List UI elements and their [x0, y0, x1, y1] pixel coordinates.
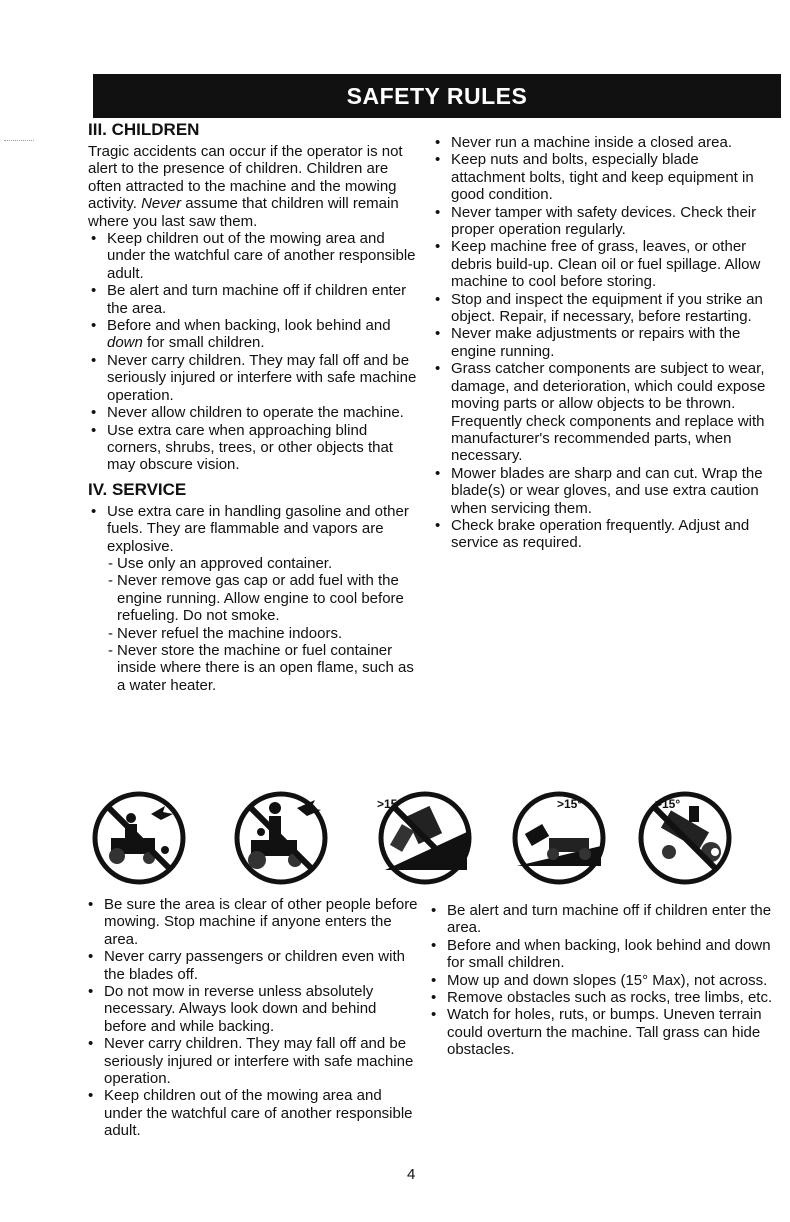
list-item: • Be alert and turn machine off if children enter the area. — [428, 902, 776, 937]
bottom-left-column — [85, 896, 420, 1140]
safety-rules-banner — [93, 74, 781, 118]
service-heading: IV. SERVICE — [88, 479, 187, 499]
bottom-right-column — [428, 902, 776, 1059]
mow-up-down-slope-icon — [505, 786, 613, 886]
service-bullets — [88, 503, 423, 694]
list-item: • Keep children out of the mowing area and under the watchful care of another responsible adult. — [85, 1087, 420, 1139]
list-item: • Never run a machine inside a closed area. — [432, 134, 777, 151]
list-item: • Before and when backing, look behind and down for small children. — [428, 937, 776, 972]
no-slope-across-icon — [371, 786, 479, 886]
list-item: • Keep children out of the mowing area and under the watchful care of another responsible adult. — [88, 230, 423, 282]
general-bullets — [432, 134, 777, 552]
slope-label: >15° — [377, 797, 403, 811]
left-column — [88, 120, 423, 694]
list-item: • Be alert and turn machine off if children enter the area. — [88, 282, 423, 317]
list-item: • Never tamper with safety devices. Check their proper operation regularly. — [432, 204, 777, 239]
margin-mark — [4, 140, 34, 142]
list-item: • Never carry children. They may fall off and be seriously injured or interfere with safe machine operation. — [85, 1035, 420, 1087]
list-item: • Grass catcher components are subject to wear, damage, and deterioration, which could expose moving parts or allow objects to be thrown. Frequently check components and replace with manufacturer's recommended parts, when necessary. — [432, 360, 777, 464]
list-item: • Be sure the area is clear of other people before mowing. Stop machine if anyone enters the area. — [85, 896, 420, 948]
no-steep-slope-icon — [631, 786, 739, 886]
sub-list-item: - Use only an approved container. — [107, 555, 423, 572]
list-item: • Keep nuts and bolts, especially blade attachment bolts, tight and keep equipment in good condition. — [432, 151, 777, 203]
list-item: • Check brake operation frequently. Adjust and service as required. — [432, 517, 777, 552]
list-item: • Keep machine free of grass, leaves, or other debris build-up. Clean oil or fuel spillage. Allow machine to cool before storing. — [432, 238, 777, 290]
list-item: • Do not mow in reverse unless absolutely necessary. Always look down and behind before and while backing. — [85, 983, 420, 1035]
no-passengers-icon — [227, 786, 335, 886]
list-item: • Never carry passengers or children even with the blades off. — [85, 948, 420, 983]
bottom-right-bullets — [428, 902, 776, 1059]
list-item: • Before and when backing, look behind and down for small children. — [88, 317, 423, 352]
slope-label: >15° — [655, 797, 681, 811]
service-sub-list — [107, 555, 423, 694]
slope-label: >15° — [557, 797, 583, 811]
list-item: • Stop and inspect the equipment if you strike an object. Repair, if necessary, before restarting. — [432, 291, 777, 326]
page-number: 4 — [407, 1166, 416, 1183]
list-item: • Watch for holes, ruts, or bumps. Uneven terrain could overturn the machine. Tall grass can hide obstacles. — [428, 1006, 776, 1058]
list-item: • Mow up and down slopes (15° Max), not across. — [428, 972, 776, 989]
banner-title: SAFETY RULES — [346, 82, 528, 109]
sub-list-item: - Never store the machine or fuel container inside where there is an open flame, such as a water heater. — [107, 642, 423, 694]
list-item: • Remove obstacles such as rocks, tree limbs, etc. — [428, 989, 776, 1006]
sub-list-item: - Never remove gas cap or add fuel with the engine running. Allow engine to cool before refueling. Do not smoke. — [107, 572, 423, 624]
right-column — [432, 134, 777, 552]
children-bullets — [88, 230, 423, 474]
children-intro: Tragic accidents can occur if the operator is not alert to the presence of children. Children are often attracted to the machine and the mowing activity. Never assume that children will remain where you last saw them. — [88, 143, 403, 230]
pictogram-row — [85, 786, 785, 886]
list-item: • Mower blades are sharp and can cut. Wrap the blade(s) or wear gloves, and use extra caution when servicing them. — [432, 465, 777, 517]
no-children-near-mower-icon — [85, 786, 193, 886]
list-item: • Never make adjustments or repairs with the engine running. — [432, 325, 777, 360]
sub-list-item: - Never refuel the machine indoors. — [107, 625, 423, 642]
list-item: • Never carry children. They may fall off and be seriously injured or interfere with safe machine operation. — [88, 352, 423, 404]
list-item: • Never allow children to operate the machine. — [88, 404, 423, 421]
list-item: • Use extra care in handling gasoline and other fuels. They are flammable and vapors are explosive. - Use only an approved container. - Never remove gas cap or add fuel with the engine running. Allow engine to cool before refueling. Do not smoke. - Never refuel the machine indoors. - Never store the machine or fuel container inside where there is an open flame, such as a water heater. — [88, 503, 423, 694]
list-item: • Use extra care when approaching blind corners, shrubs, trees, or other objects that may obscure vision. — [88, 422, 423, 474]
bottom-left-bullets — [85, 896, 420, 1140]
children-heading: III. CHILDREN — [88, 120, 200, 139]
